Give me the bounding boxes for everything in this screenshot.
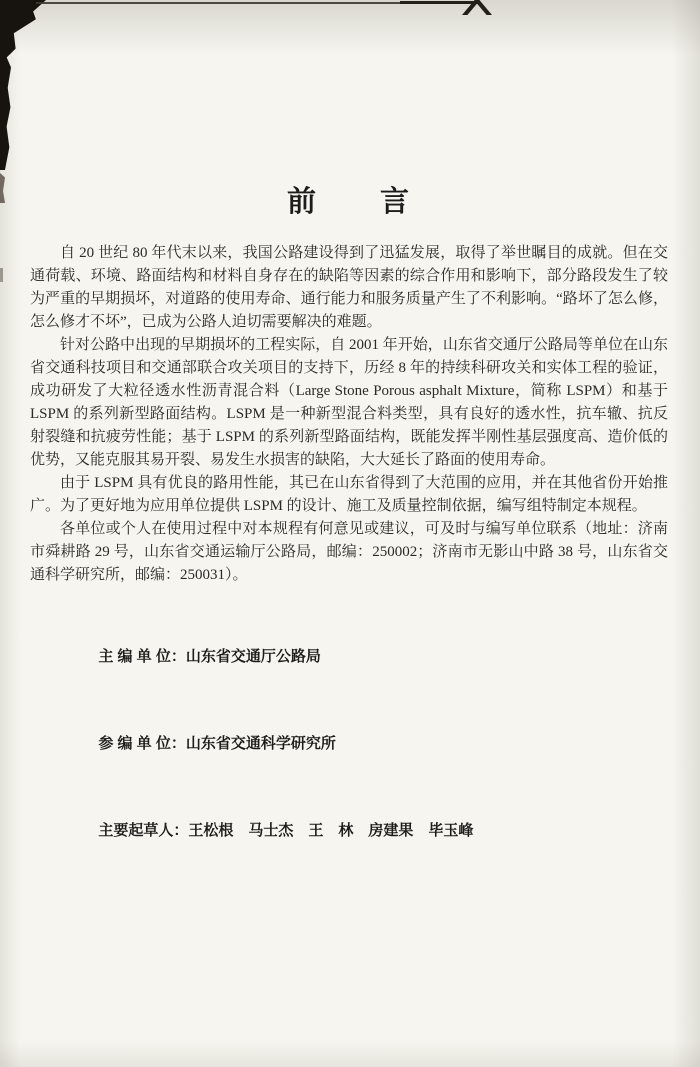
paragraph-2: 针对公路中出现的早期损坏的工程实际，自 2001 年开始，山东省交通厅公路局等单位在山东省交通科技项目和交通部联合攻关项目的支持下，历经 8 年的持续科研攻关和实体工程的验证，成功研发了大粒径透水性沥青混合料（Large Stone Porous asphalt Mixture，简称 LSPM）和基于 LSPM 的系列新型路面结构。LSPM 是一种新型混合料类型，具有良好的透水性，抗车辙、抗反射裂缝和抗疲劳性能；基于 LSPM 的系列新型路面结构，既能发挥半刚性基层强度高、造价低的优势，又能克服其易开裂、易发生水损害的缺陷，大大延长了路面的使用寿命。 bbox=[30, 337, 668, 468]
credits-block bbox=[30, 613, 668, 874]
credit-line-co-editor bbox=[65, 700, 668, 787]
credit-line-drafters bbox=[65, 787, 668, 874]
credit-value: 山东省交通科学研究所 bbox=[185, 735, 336, 752]
page-title: 前 言 bbox=[286, 186, 411, 218]
credit-value: 山东省交通厅公路局 bbox=[185, 648, 321, 665]
credit-value: 王松根 马士杰 王 林 房建果 毕玉峰 bbox=[188, 822, 474, 839]
paragraph-4: 各单位或个人在使用过程中对本规程有何意见或建议，可及时与编写单位联系（地址：济南市舜耕路 29 号，山东省交通运输厅公路局，邮编：250002；济南市无影山中路 38 号，山东省交通科学研究所，邮编：250031）。 bbox=[30, 521, 668, 583]
paragraph-3: 由于 LSPM 具有优良的路用性能，其已在山东省得到了大范围的应用，并在其他省份开始推广。为了更好地为应用单位提供 LSPM 的设计、施工及质量控制依据，编写组特制定本规程。 bbox=[30, 475, 668, 514]
credit-line-chief-editor bbox=[65, 613, 668, 700]
paragraph-1: 自 20 世纪 80 年代末以来，我国公路建设得到了迅猛发展，取得了举世瞩目的成就。但在交通荷载、环境、路面结构和材料自身存在的缺陷等因素的综合作用和影响下，部分路段发生了较为严重的早期损坏，对道路的使用寿命、通行能力和服务质量产生了不利影响。“路坏了怎么修，怎么修才不坏”，已成为公路人迫切需要解决的难题。 bbox=[30, 245, 668, 330]
credit-label: 主要起草人： bbox=[98, 822, 189, 839]
credit-label: 主 编 单 位： bbox=[98, 648, 186, 665]
credit-label: 参 编 单 位： bbox=[98, 735, 186, 752]
